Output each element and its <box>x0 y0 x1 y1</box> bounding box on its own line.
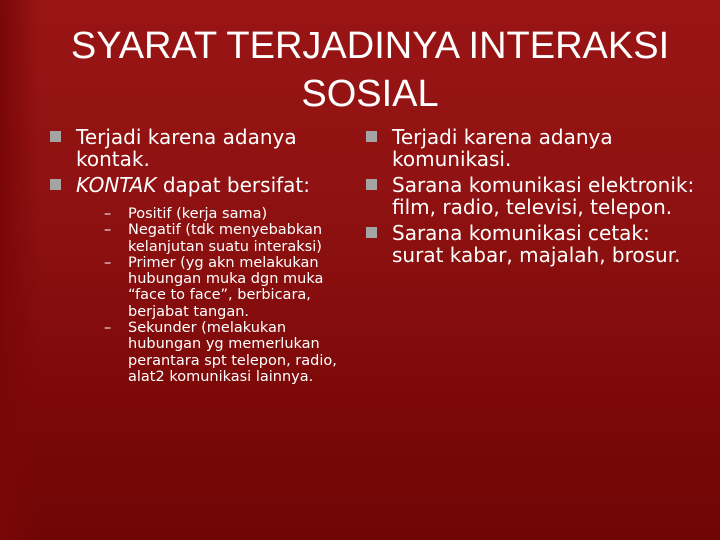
left-sub-list <box>76 206 350 385</box>
dash-bullet-icon: – <box>104 222 112 239</box>
left-sub-item-3 <box>76 255 350 320</box>
right-bullet-3-text: Sarana komunikasi cetak: surat kabar, majalah, brosur. <box>392 221 681 267</box>
left-bullet-2-emphasis: KONTAK <box>76 173 157 197</box>
dash-bullet-icon: – <box>104 206 112 222</box>
left-bullet-2-text: dapat bersifat: <box>156 173 311 197</box>
square-bullet-icon <box>366 131 377 142</box>
right-column <box>366 126 696 270</box>
square-bullet-icon <box>50 179 61 190</box>
left-column <box>50 126 350 389</box>
right-bullet-2-text: Sarana komunikasi elektronik: film, radio, televisi, telepon. <box>392 173 695 219</box>
left-sub-item-2-text: Negatif (tdk menyebabkan kelanjutan suatu interaksi) <box>128 222 323 255</box>
slide-title <box>0 22 720 118</box>
left-sub-item-3-text: Primer (yg akn melakukan hubungan muka dgn muka “face to face”, berbicara, berjabat tangan. <box>128 254 324 320</box>
square-bullet-icon <box>366 227 377 238</box>
slide-title-line-1: SYARAT TERJADINYA INTERAKSI <box>70 25 670 67</box>
right-bullet-list <box>366 126 696 266</box>
left-bullet-2 <box>50 174 350 385</box>
right-bullet-1-text: Terjadi karena adanya komunikasi. <box>392 125 613 171</box>
square-bullet-icon <box>50 131 61 142</box>
left-sub-item-1-text: Positif (kerja sama) <box>128 206 268 222</box>
left-sub-item-4 <box>76 320 350 385</box>
dash-bullet-icon: – <box>104 254 112 271</box>
square-bullet-icon <box>366 179 377 190</box>
left-bullet-1-text: Terjadi karena adanya kontak. <box>76 125 297 171</box>
left-sub-item-4-text: Sekunder (melakukan hubungan yg memerlukan perantara spt telepon, radio, alat2 komunikasi lainnya. <box>128 320 337 385</box>
right-bullet-2 <box>366 174 696 218</box>
left-bullet-list <box>50 126 350 385</box>
right-bullet-3 <box>366 222 696 266</box>
right-bullet-1 <box>366 126 696 170</box>
dash-bullet-icon: – <box>104 320 112 337</box>
slide-title-line-2: SOSIAL <box>301 73 439 115</box>
left-sub-item-1 <box>76 206 350 222</box>
left-bullet-1 <box>50 126 350 170</box>
left-sub-item-2 <box>76 222 350 255</box>
